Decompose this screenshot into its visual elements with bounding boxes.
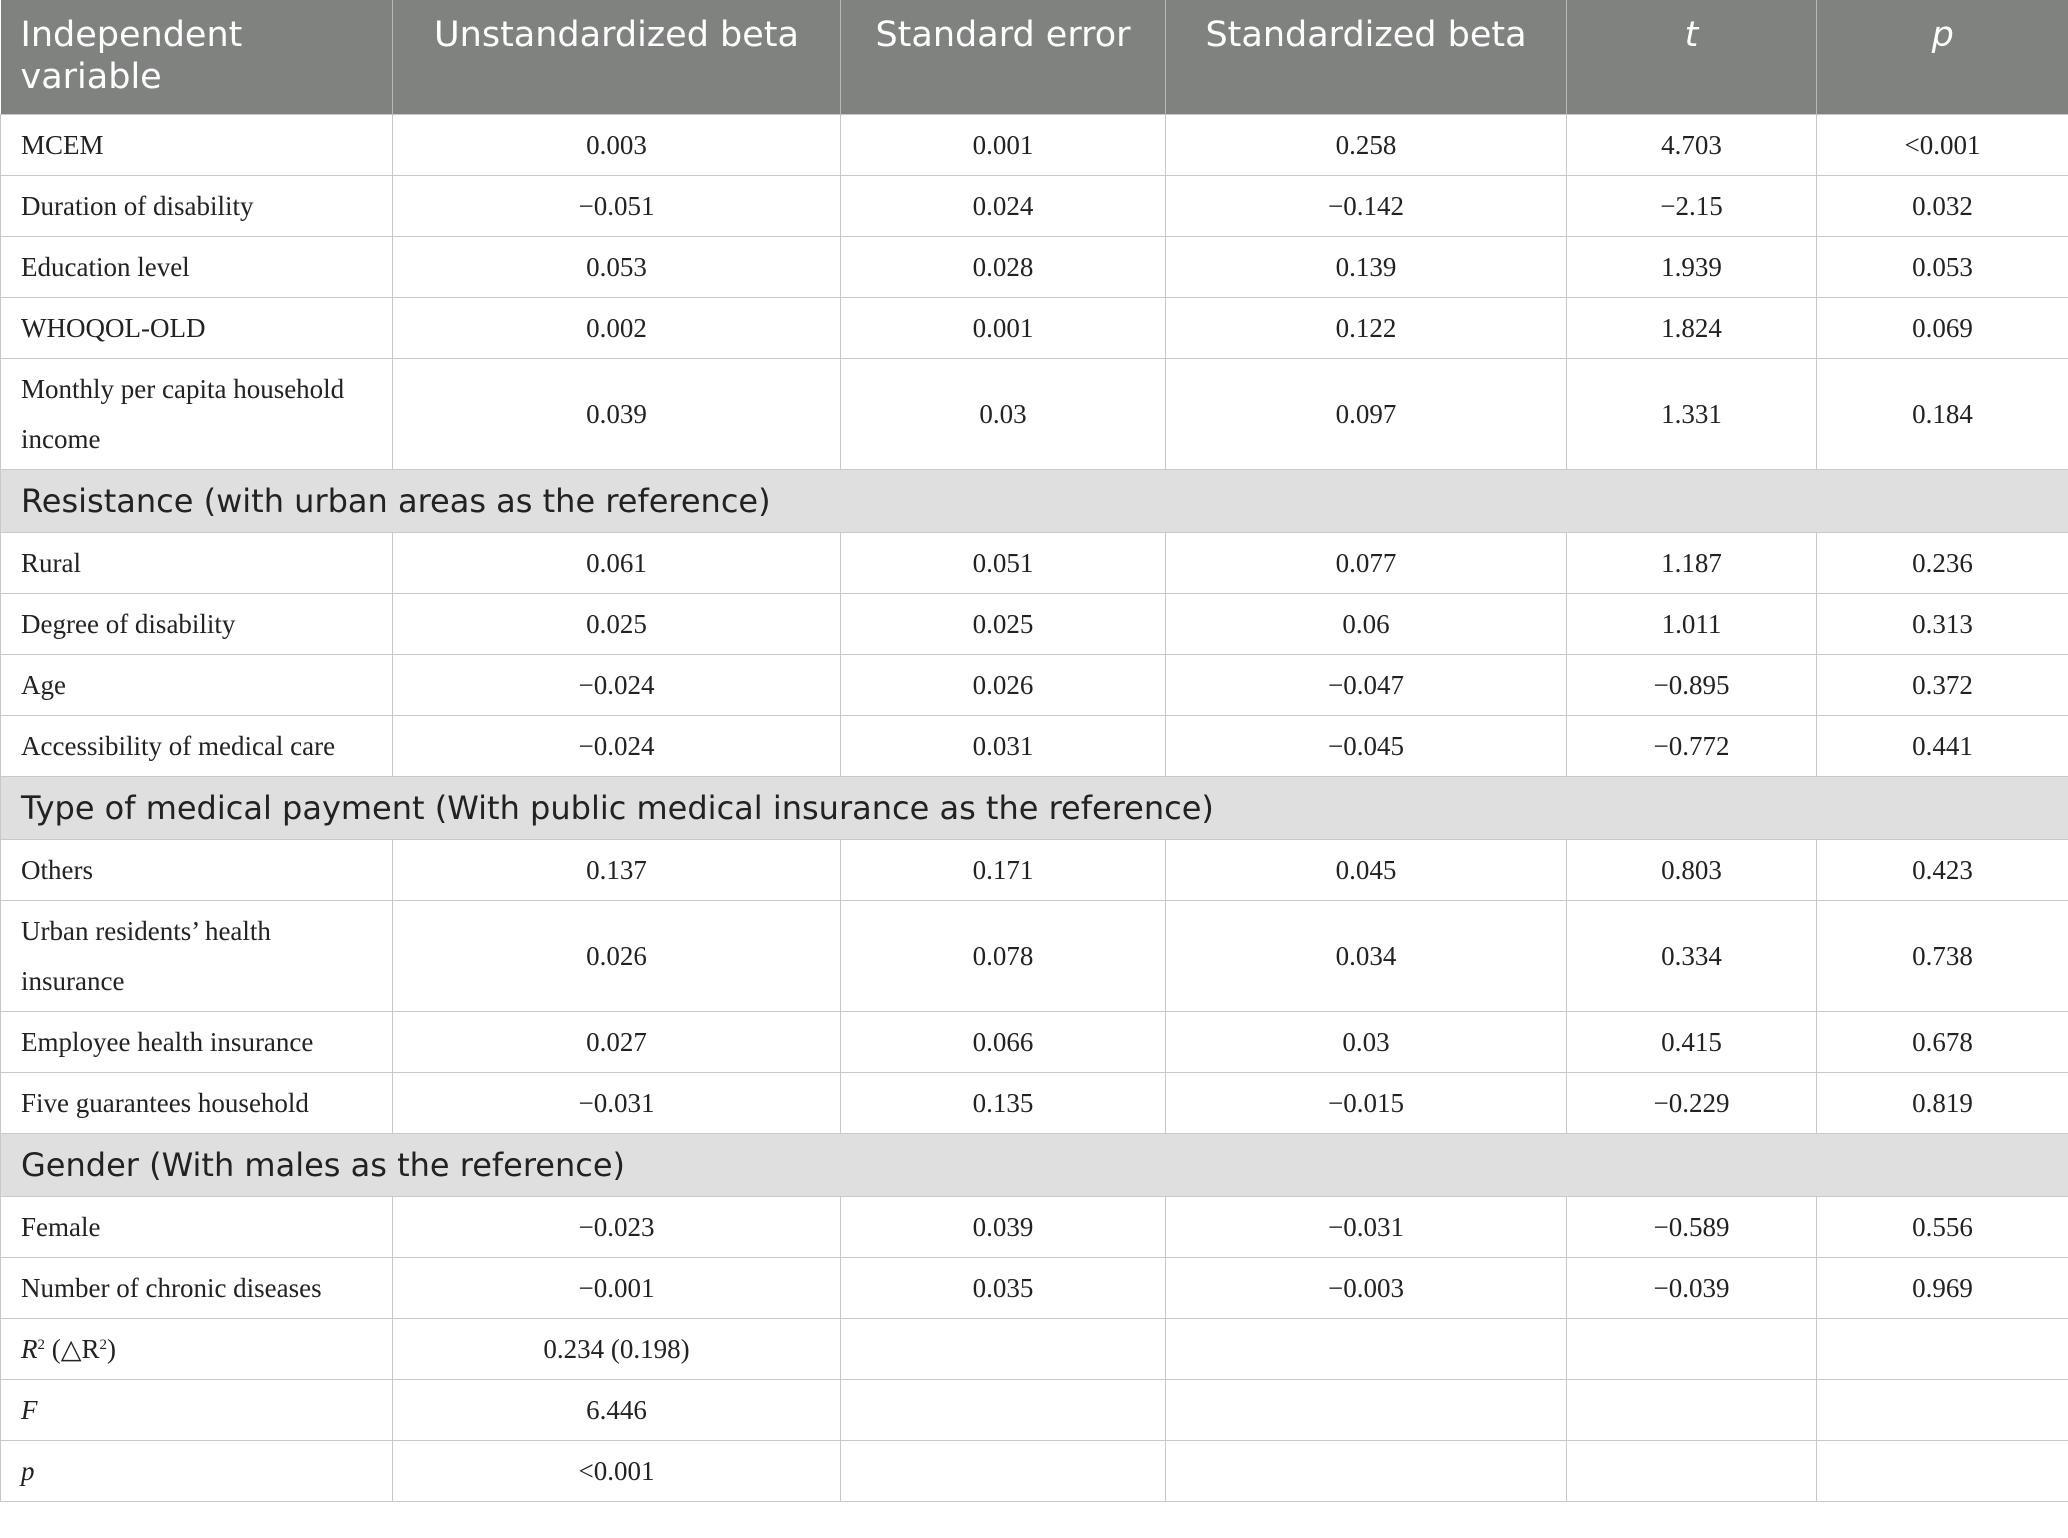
p-cell: 0.313: [1817, 593, 2068, 654]
p-cell: 0.556: [1817, 1196, 2068, 1257]
t-cell: −0.772: [1567, 715, 1817, 776]
row-label: Monthly per capita household income: [1, 358, 393, 469]
row-label: Five guarantees household: [1, 1072, 393, 1133]
empty-cell: [1166, 1440, 1567, 1501]
empty-cell: [841, 1318, 1166, 1379]
unstandardized-beta-cell: −0.024: [393, 715, 841, 776]
unstandardized-beta-cell: 0.025: [393, 593, 841, 654]
p-cell: 0.441: [1817, 715, 2068, 776]
stats-row-f: [1, 1379, 2068, 1440]
t-cell: 1.939: [1567, 236, 1817, 297]
group-header-row: [1, 1133, 2068, 1196]
p-cell: 0.053: [1817, 236, 2068, 297]
table-row: [1, 175, 2068, 236]
row-label: MCEM: [1, 114, 393, 175]
table-body: [1, 114, 2068, 1501]
standardized-beta-cell: −0.031: [1166, 1196, 1567, 1257]
p-cell: 0.372: [1817, 654, 2068, 715]
unstandardized-beta-cell: 0.026: [393, 900, 841, 1011]
t-cell: 1.011: [1567, 593, 1817, 654]
group-header-row: [1, 776, 2068, 839]
superscript-two: 2: [37, 1336, 45, 1353]
standardized-beta-cell: 0.03: [1166, 1011, 1567, 1072]
standard-error-cell: 0.024: [841, 175, 1166, 236]
standardized-beta-cell: 0.097: [1166, 358, 1567, 469]
unstandardized-beta-cell: 0.027: [393, 1011, 841, 1072]
r-squared-value: 0.234 (0.198): [393, 1318, 841, 1379]
f-value: 6.446: [393, 1379, 841, 1440]
empty-cell: [1166, 1379, 1567, 1440]
group-header-row: [1, 469, 2068, 532]
row-label: Female: [1, 1196, 393, 1257]
p-cell: 0.236: [1817, 532, 2068, 593]
t-cell: 1.331: [1567, 358, 1817, 469]
empty-cell: [1567, 1318, 1817, 1379]
table-row: [1, 1011, 2068, 1072]
superscript-two: 2: [99, 1336, 108, 1353]
delta-r-text: (△R: [45, 1333, 100, 1364]
standardized-beta-cell: 0.258: [1166, 114, 1567, 175]
empty-cell: [1817, 1379, 2068, 1440]
empty-cell: [1567, 1440, 1817, 1501]
empty-cell: [1166, 1318, 1567, 1379]
t-cell: 0.803: [1567, 839, 1817, 900]
standard-error-cell: 0.031: [841, 715, 1166, 776]
standardized-beta-cell: 0.077: [1166, 532, 1567, 593]
standard-error-cell: 0.001: [841, 297, 1166, 358]
row-label: WHOQOL-OLD: [1, 297, 393, 358]
table-row: [1, 236, 2068, 297]
group-header-medical-payment: Type of medical payment (With public medical insurance as the reference): [1, 776, 2068, 839]
standard-error-cell: 0.066: [841, 1011, 1166, 1072]
standard-error-cell: 0.135: [841, 1072, 1166, 1133]
standard-error-cell: 0.078: [841, 900, 1166, 1011]
unstandardized-beta-cell: −0.031: [393, 1072, 841, 1133]
row-label: Degree of disability: [1, 593, 393, 654]
unstandardized-beta-cell: 0.039: [393, 358, 841, 469]
table-row: [1, 358, 2068, 469]
row-label: Others: [1, 839, 393, 900]
standard-error-cell: 0.039: [841, 1196, 1166, 1257]
standardized-beta-cell: 0.122: [1166, 297, 1567, 358]
row-label: Number of chronic diseases: [1, 1257, 393, 1318]
unstandardized-beta-cell: 0.137: [393, 839, 841, 900]
f-label: F: [1, 1379, 393, 1440]
table-row: [1, 1196, 2068, 1257]
t-cell: 0.415: [1567, 1011, 1817, 1072]
empty-cell: [1567, 1379, 1817, 1440]
t-cell: −0.229: [1567, 1072, 1817, 1133]
group-header-gender: Gender (With males as the reference): [1, 1133, 2068, 1196]
header-t: t: [1567, 0, 1817, 114]
standard-error-cell: 0.001: [841, 114, 1166, 175]
t-cell: −0.039: [1567, 1257, 1817, 1318]
closing-paren: ): [107, 1333, 117, 1364]
t-cell: −0.589: [1567, 1196, 1817, 1257]
standard-error-cell: 0.026: [841, 654, 1166, 715]
row-label: Rural: [1, 532, 393, 593]
standardized-beta-cell: −0.045: [1166, 715, 1567, 776]
empty-cell: [1817, 1440, 2068, 1501]
unstandardized-beta-cell: 0.061: [393, 532, 841, 593]
row-label: Urban residents’ health insurance: [1, 900, 393, 1011]
unstandardized-beta-cell: −0.024: [393, 654, 841, 715]
p-cell: 0.032: [1817, 175, 2068, 236]
table-row: [1, 532, 2068, 593]
t-cell: 4.703: [1567, 114, 1817, 175]
table-row: [1, 715, 2068, 776]
p-label: p: [1, 1440, 393, 1501]
standard-error-cell: 0.051: [841, 532, 1166, 593]
standardized-beta-cell: 0.06: [1166, 593, 1567, 654]
t-cell: −0.895: [1567, 654, 1817, 715]
unstandardized-beta-cell: 0.003: [393, 114, 841, 175]
header-independent-variable: Independent variable: [1, 0, 393, 114]
p-cell: 0.969: [1817, 1257, 2068, 1318]
standard-error-cell: 0.025: [841, 593, 1166, 654]
table-row: [1, 839, 2068, 900]
header-unstandardized-beta: Unstandardized beta: [393, 0, 841, 114]
stats-row-p: [1, 1440, 2068, 1501]
header-p: p: [1817, 0, 2068, 114]
p-cell: 0.184: [1817, 358, 2068, 469]
row-label: Employee health insurance: [1, 1011, 393, 1072]
stats-row-r-squared: [1, 1318, 2068, 1379]
t-cell: 1.187: [1567, 532, 1817, 593]
unstandardized-beta-cell: −0.023: [393, 1196, 841, 1257]
p-value: <0.001: [393, 1440, 841, 1501]
unstandardized-beta-cell: −0.051: [393, 175, 841, 236]
standardized-beta-cell: 0.034: [1166, 900, 1567, 1011]
row-label: Duration of disability: [1, 175, 393, 236]
group-header-resistance: Resistance (with urban areas as the reference): [1, 469, 2068, 532]
t-cell: 0.334: [1567, 900, 1817, 1011]
p-cell: 0.069: [1817, 297, 2068, 358]
p-cell: <0.001: [1817, 114, 2068, 175]
standardized-beta-cell: 0.045: [1166, 839, 1567, 900]
header-standardized-beta: Standardized beta: [1166, 0, 1567, 114]
row-label: Education level: [1, 236, 393, 297]
unstandardized-beta-cell: −0.001: [393, 1257, 841, 1318]
header-standard-error: Standard error: [841, 0, 1166, 114]
table-row: [1, 593, 2068, 654]
t-cell: 1.824: [1567, 297, 1817, 358]
unstandardized-beta-cell: 0.053: [393, 236, 841, 297]
r-squared-label: [1, 1318, 393, 1379]
standard-error-cell: 0.028: [841, 236, 1166, 297]
p-cell: 0.678: [1817, 1011, 2068, 1072]
row-label: Accessibility of medical care: [1, 715, 393, 776]
table-header: [1, 0, 2068, 114]
empty-cell: [841, 1440, 1166, 1501]
table-row: [1, 297, 2068, 358]
standardized-beta-cell: −0.003: [1166, 1257, 1567, 1318]
standard-error-cell: 0.03: [841, 358, 1166, 469]
p-cell: 0.423: [1817, 839, 2068, 900]
table-row: [1, 654, 2068, 715]
p-cell: 0.819: [1817, 1072, 2068, 1133]
r-symbol: R: [21, 1333, 38, 1364]
unstandardized-beta-cell: 0.002: [393, 297, 841, 358]
table-row: [1, 900, 2068, 1011]
standardized-beta-cell: 0.139: [1166, 236, 1567, 297]
standard-error-cell: 0.171: [841, 839, 1166, 900]
standardized-beta-cell: −0.015: [1166, 1072, 1567, 1133]
table-row: [1, 1257, 2068, 1318]
empty-cell: [1817, 1318, 2068, 1379]
p-cell: 0.738: [1817, 900, 2068, 1011]
t-cell: −2.15: [1567, 175, 1817, 236]
standard-error-cell: 0.035: [841, 1257, 1166, 1318]
table-row: [1, 114, 2068, 175]
standardized-beta-cell: −0.142: [1166, 175, 1567, 236]
standardized-beta-cell: −0.047: [1166, 654, 1567, 715]
row-label: Age: [1, 654, 393, 715]
empty-cell: [841, 1379, 1166, 1440]
table-row: [1, 1072, 2068, 1133]
